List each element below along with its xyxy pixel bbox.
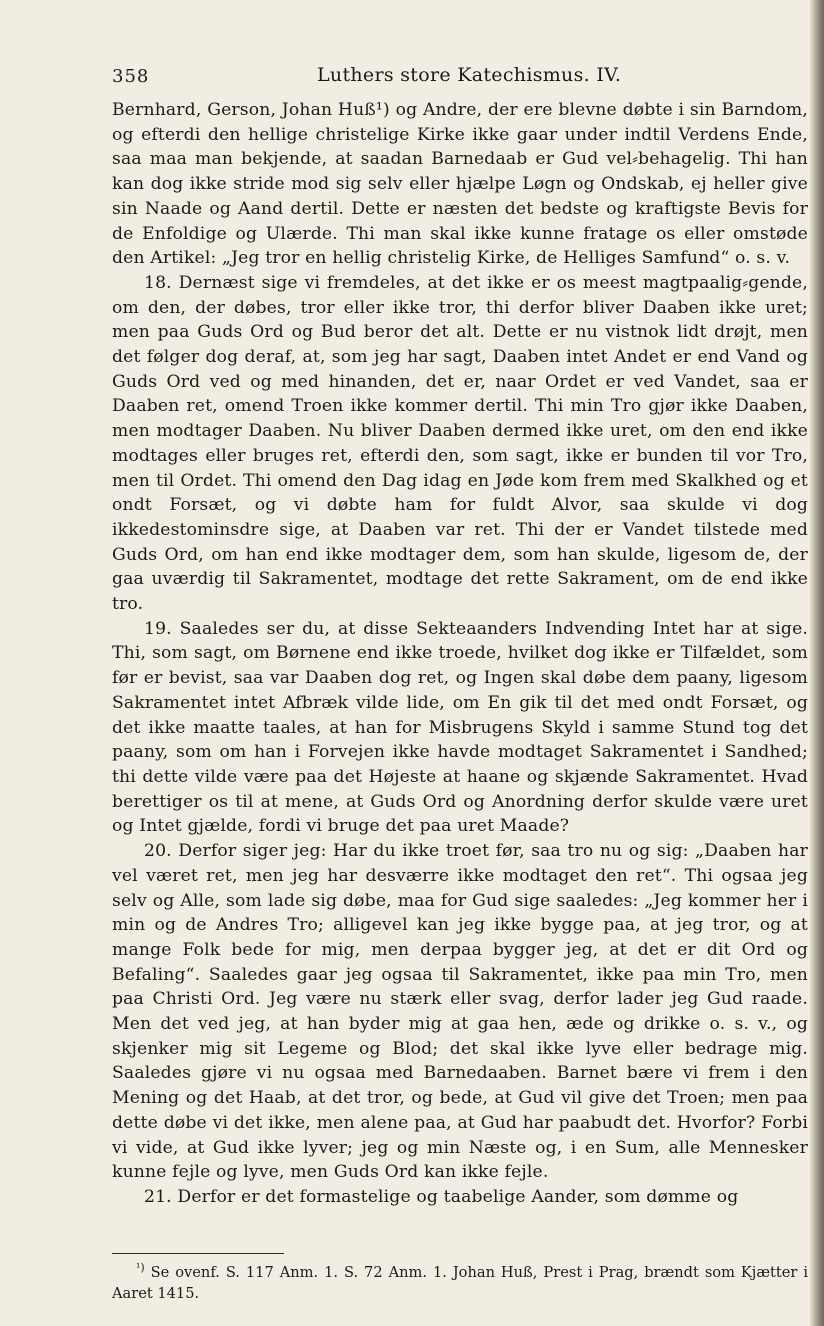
paragraph-21: 21. Derfor er det formastelige og taabelige Aander, som dømme og	[144, 1186, 739, 1207]
footnote-text: Se ovenf. S. 117 Anm. 1. S. 72 Anm. 1. Johan Huß, Prest i Prag, brændt som Kjætter i Aaret 1415.	[112, 1264, 809, 1302]
body-text	[112, 98, 808, 1210]
page-edge	[810, 0, 824, 1326]
paragraph-19: 19. Saaledes ser du, at disse Sekteaanders Indvending Intet har at sige. Thi, som sagt, om Børnene end ikke troede, hvilket dog ikke er Tilfældet, som før er bevist, saa var Daaben dog ret, og Ingen skal døbe dem paany, ligesom Sakramentet intet Afbræk vilde lide, om En gik til det med ondt Forsæt, og det ikke maatte taales, at han for Misbrugens Skyld i samme Stund tog det paany, som om han i Forvejen ikke havde modtaget Sakramentet i Sandhed; thi dette vilde være paa det Højeste at haane og skjænde Sakramentet. Hvad berettiger os til at mene, at Guds Ord og Anordning derfor skulde være uret og Intet gjælde, fordi vi bruge det paa uret Maade?	[112, 618, 808, 837]
paragraph-20: 20. Derfor siger jeg: Har du ikke troet før, saa tro nu og sig: „Daaben har vel været ret, men jeg har desværre ikke modtaget den ret“. Thi ogsaa jeg selv og Alle, som lade sig døbe, maa for Gud sige saaledes: „Jeg kommer her i min og de Andres Tro; alligevel kan jeg ikke bygge paa, at jeg tror, og at mange Folk bede for mig, men derpaa bygger jeg, at det er dit Ord og Befaling“. Saaledes gaar jeg ogsaa til Sakramentet, ikke paa min Tro, men paa Christi Ord. Jeg være nu stærk eller svag, derfor lader jeg Gud raade. Men det ved jeg, at han byder mig at gaa hen, æde og drikke o. s. v., og skjenker mig sit Legeme og Blod; det skal ikke lyve eller bedrage mig. Saaledes gjøre vi nu ogsaa med Barnedaaben. Barnet bære vi frem i den Mening og det Haab, at det tror, og bede, at Gud vil give det Troen; men paa dette døbe vi det ikke, men alene paa, at Gud har paabudt det. Hvorfor? Forbi vi vide, at Gud ikke lyver; jeg og min Næste og, i en Sum, alle Mennesker kunne fejle og lyve, men Guds Ord kan ikke fejle.	[112, 841, 808, 1183]
page-header	[112, 60, 808, 96]
footnote-rule	[112, 1253, 284, 1254]
paragraph-18: 18. Dernæst sige vi fremdeles, at det ikke er os meest magtpaalig⸗gende, om den, der døbes, tror eller ikke tror, thi derfor bliver Daaben ikke uret; men paa Guds Ord og Bud beror det alt. Dette er nu vistnok lidt drøjt, men det følger dog deraf, at, som jeg har sagt, Daaben intet Andet er end Vand og Guds Ord ved og med hinanden, det er, naar Ordet er ved Vandet, saa er Daaben ret, omend Troen ikke kommer dertil. Thi min Tro gjør ikke Daaben, men modtager Daaben. Nu bliver Daaben dermed ikke uret, om den end ikke modtages eller bruges ret, efterdi den, som sagt, ikke er bunden til vor Tro, men til Ordet. Thi omend den Dag idag en Jøde kom frem med Skalkhed og et ondt Forsæt, og vi døbte ham for fuldt Alvor, saa skulde vi dog ikkedestominsdre sige, at Daaben var ret. Thi der er Vandet tilstede med Guds Ord, om han end ikke modtager dem, som han skulde, ligesom de, der gaa uværdig til Sakramentet, modtage det rette Sakrament, om de end ikke tro.	[112, 272, 808, 615]
paragraph-continued: Bernhard, Gerson, Johan Huß¹) og Andre, der ere blevne døbte i sin Barndom, og efterdi den hellige christelige Kirke ikke gaar under indtil Verdens Ende, saa maa man bekjende, at saadan Barnedaab er Gud vel⸗behagelig. Thi han kan dog ikke stride mod sig selv eller hjælpe Løgn og Ondskab, ej heller give sin Naade og Aand dertil. Dette er næsten det bedste og kraftigste Bevis for de Enfoldige og Ulærde. Thi man skal ikke kunne fratage os eller omstøde den Artikel: „Jeg tror en hellig christelig Kirke, de Helliges Samfund“ o. s. v.	[112, 100, 808, 269]
footnote	[112, 1262, 808, 1304]
footnote-mark: ¹)	[136, 1261, 145, 1275]
page-number: 358	[112, 66, 150, 87]
running-head: Luthers store Katechismus. IV.	[317, 64, 622, 86]
